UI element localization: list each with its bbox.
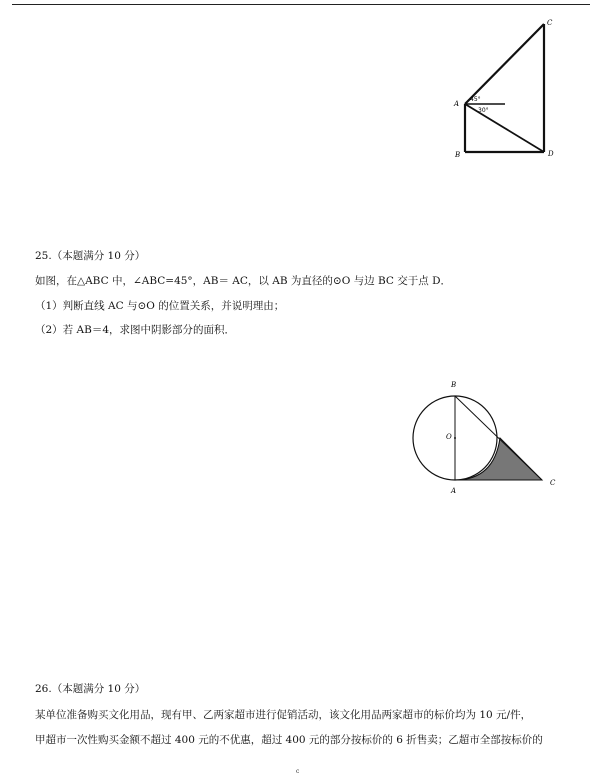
- center-dot: [454, 437, 456, 439]
- angle-45-label: 45°: [470, 96, 481, 103]
- shaded-region: [455, 438, 542, 480]
- geometry-figure-1: [445, 15, 565, 165]
- label-c: C: [550, 479, 556, 487]
- label-o: O: [446, 433, 452, 441]
- q26-heading: 26.（本题满分 10 分）: [35, 683, 146, 695]
- label-c: C: [547, 19, 553, 27]
- segment-ac: [465, 24, 544, 104]
- q26-line1: 某单位准备购买文化用品，现有甲、乙两家超市进行促销活动，该文化用品两家超市的标价均为 10 元/件，: [35, 709, 532, 721]
- segment-ad: [465, 104, 544, 152]
- label-a: A: [451, 487, 457, 495]
- page-top-border: [12, 4, 590, 5]
- q26-line2: 甲超市一次性购买金额不超过 400 元的不优惠，超过 400 元的部分按标价的 6 折售卖；乙超市全部按标价的: [35, 734, 543, 746]
- page-number-mark: c: [296, 768, 300, 775]
- label-b: B: [451, 381, 457, 389]
- q25-stem: 如图，在△ABC 中，∠ABC=45°，AB＝ AC，以 AB 为直径的⊙O 与边 BC 交于点 D．: [35, 275, 452, 287]
- q25-part2: （2）若 AB＝4，求图中阴影部分的面积．: [35, 324, 235, 336]
- angle-30-label: 30°: [478, 107, 489, 114]
- q25-heading: 25.（本题满分 10 分）: [35, 250, 146, 262]
- label-a: A: [454, 100, 460, 108]
- geometry-figure-2: [405, 375, 565, 497]
- label-b: B: [455, 151, 461, 159]
- label-d: D: [548, 150, 554, 158]
- q25-part1: （1）判断直线 AC 与⊙O 的位置关系，并说明理由；: [35, 300, 285, 312]
